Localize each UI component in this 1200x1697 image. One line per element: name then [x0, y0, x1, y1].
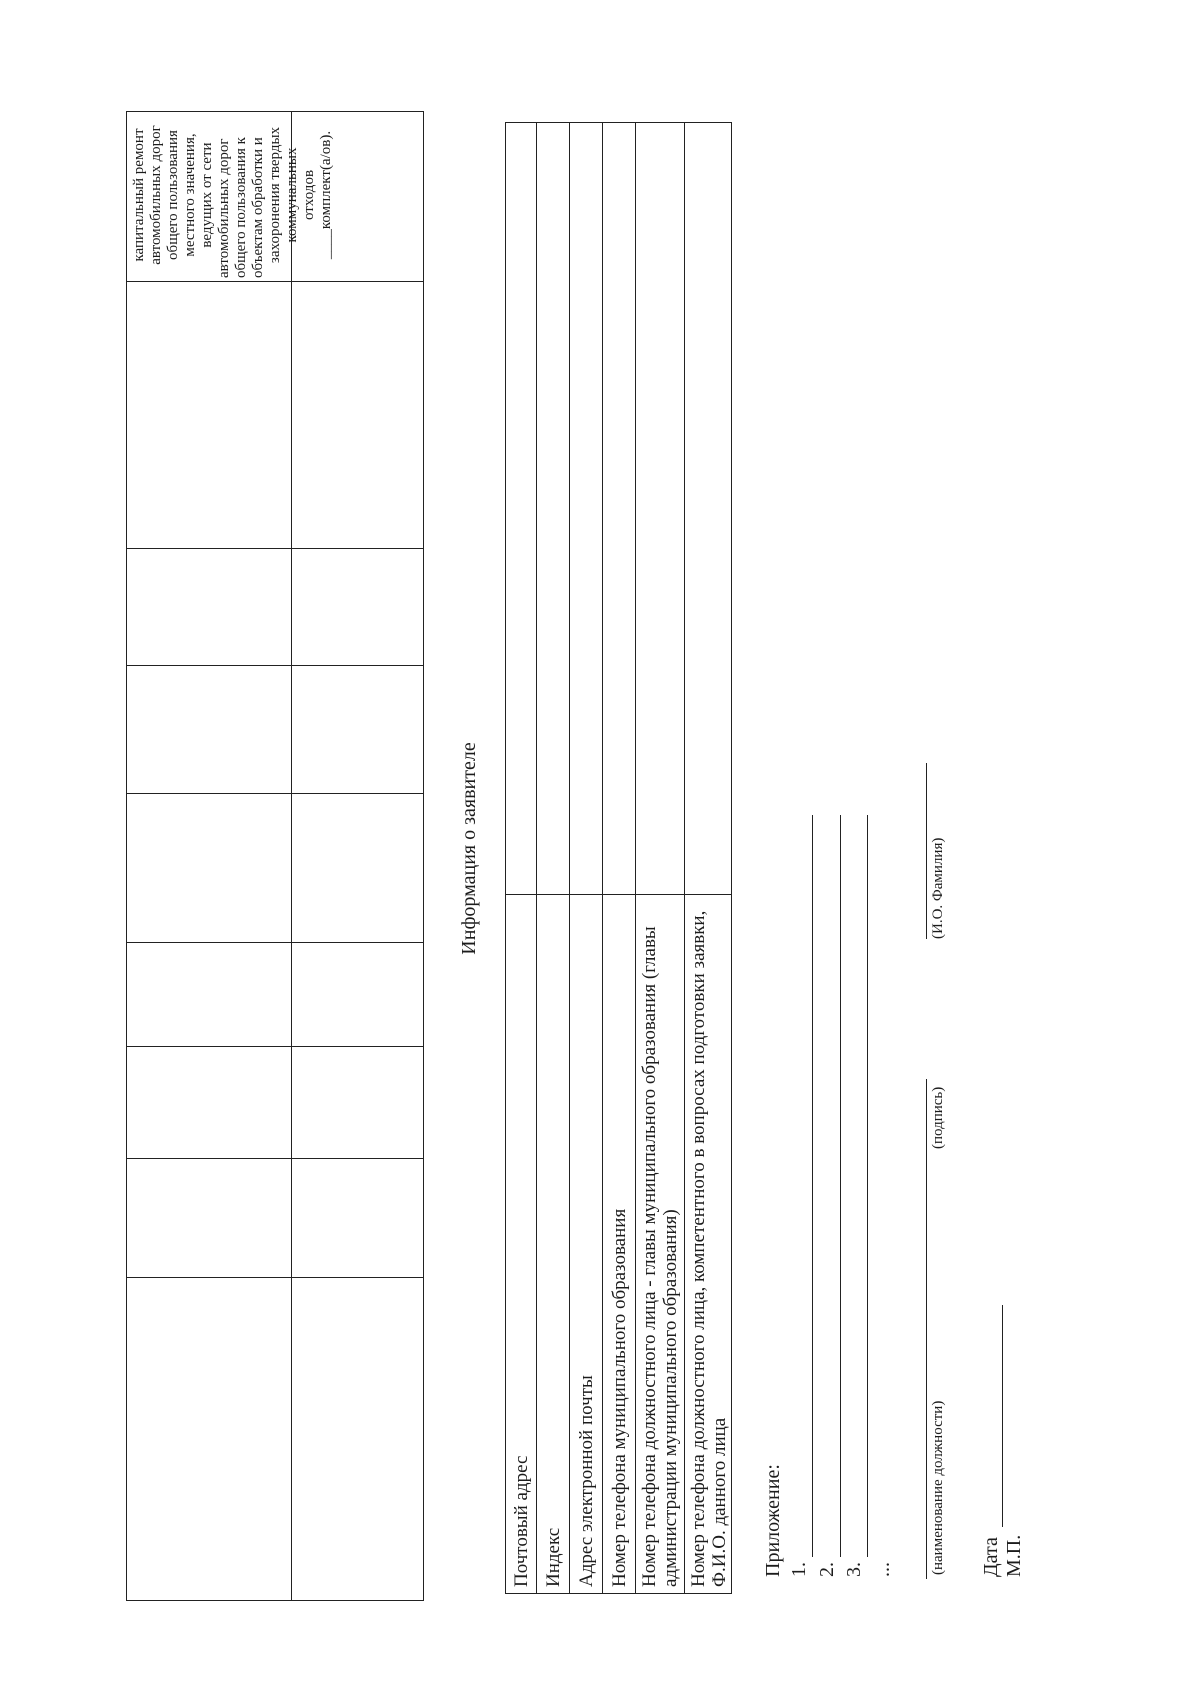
table-row-divider: [569, 123, 570, 1593]
table-column-divider: [127, 548, 423, 549]
road-work-line: отходов: [301, 169, 317, 221]
attachment-item-1: 1.: [788, 1562, 810, 1577]
road-work-line: объектам обработки и: [250, 137, 266, 278]
applicant-info-table: [505, 122, 732, 1594]
table-row-divider: [635, 123, 636, 1593]
road-work-line: общего пользования к: [233, 137, 249, 278]
attachment-line-1: [812, 815, 813, 1557]
info-title: Информация о заявителе: [458, 742, 480, 955]
name-caption: (И.О. Фамилия): [930, 837, 946, 939]
position-caption: (наименование должности): [930, 1400, 946, 1575]
attachment-item-2: 2.: [816, 1562, 838, 1577]
label-municipality-phone: Номер телефона муниципального образования: [609, 1208, 630, 1587]
road-work-line: капитальный ремонт: [131, 128, 147, 262]
road-work-description: [131, 112, 335, 278]
road-work-line: ____комплект(а/ов).: [318, 130, 334, 260]
label-postal-address: Почтовый адрес: [511, 1455, 532, 1587]
date-line: [1002, 1305, 1003, 1527]
seal-label: М.П.: [1003, 1534, 1025, 1577]
label-email: Адрес электронной почты: [576, 1375, 597, 1587]
table-row-divider: [291, 112, 292, 1600]
attachment-item-3: 3.: [843, 1562, 865, 1577]
table-row-divider: [684, 123, 685, 1593]
attachments-title: Приложение:: [762, 1464, 784, 1577]
table-column-divider: [127, 1046, 423, 1047]
table-column-divider: [506, 894, 731, 895]
road-work-line: ведущих от сети: [199, 142, 215, 248]
road-work-line: захоронения твердых: [267, 126, 283, 264]
label-head-phone: Номер телефона должностного лица - главы муниципального образования (главы администрации муниципального образования): [639, 926, 681, 1587]
attachment-line-2: [840, 815, 841, 1557]
table-column-divider: [127, 665, 423, 666]
label-index: Индекс: [543, 1527, 564, 1587]
table-column-divider: [127, 281, 423, 282]
table-column-divider: [127, 942, 423, 943]
table-column-divider: [127, 793, 423, 794]
road-work-line: коммунальных: [284, 147, 300, 243]
attachment-line-3: [867, 815, 868, 1557]
works-table: [126, 111, 424, 1601]
position-signature-line: [926, 1079, 927, 1579]
name-signature-line: [926, 763, 927, 939]
sign-caption: (подпись): [930, 1086, 946, 1149]
table-row-divider: [536, 123, 537, 1593]
road-work-line: автомобильных дорог: [148, 125, 164, 265]
attachment-ellipsis: ...: [872, 1562, 894, 1577]
road-work-line: автомобильных дорог: [216, 138, 232, 278]
road-work-line: местного значения,: [182, 133, 198, 257]
label-contact-person-phone: Номер телефона должностного лица, компетентного в вопросах подготовки заявки, Ф.И.О. данного лица: [688, 910, 730, 1587]
table-column-divider: [127, 1158, 423, 1159]
road-work-line: общего пользования: [165, 130, 181, 260]
date-label: Дата: [980, 1537, 1002, 1577]
table-row-divider: [602, 123, 603, 1593]
table-column-divider: [127, 1277, 423, 1278]
